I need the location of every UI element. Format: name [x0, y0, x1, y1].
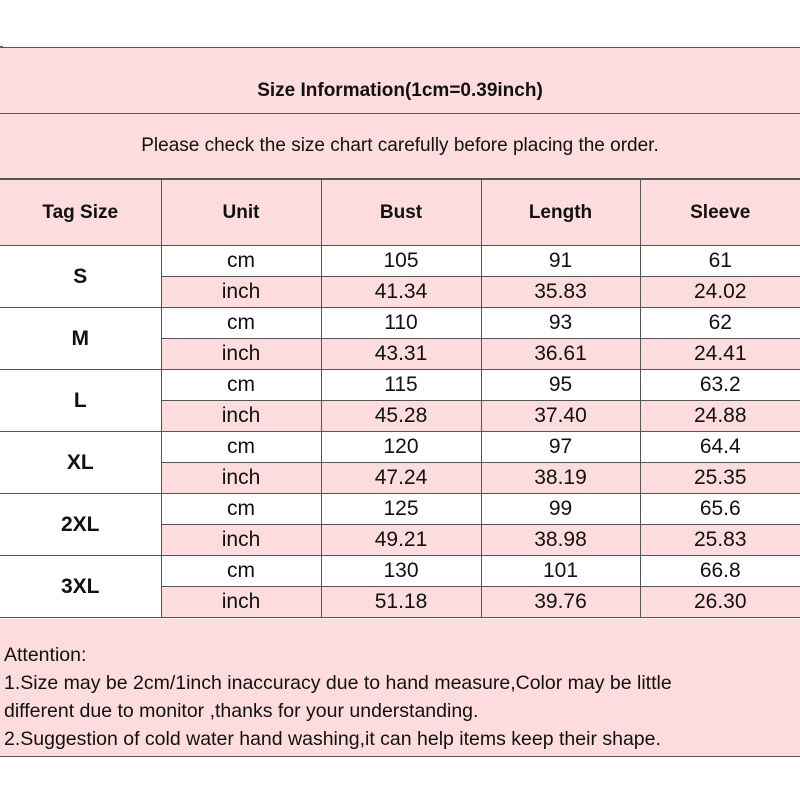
sleeve-cell: 25.83	[640, 525, 800, 556]
unit-cell: cm	[161, 308, 321, 339]
bust-cell: 43.31	[321, 339, 481, 370]
sleeve-cell: 24.88	[640, 401, 800, 432]
chart-subtitle: Please check the size chart carefully before placing the order.	[0, 114, 800, 179]
header-bust: Bust	[321, 180, 481, 246]
sleeve-cell: 62	[640, 308, 800, 339]
bust-cell: 51.18	[321, 587, 481, 618]
length-cell: 36.61	[481, 339, 640, 370]
sleeve-cell: 64.4	[640, 432, 800, 463]
tag-size-cell: M	[0, 308, 161, 370]
unit-cell: inch	[161, 401, 321, 432]
header-sleeve: Sleeve	[640, 180, 800, 246]
length-cell: 91	[481, 246, 640, 277]
sleeve-cell: 61	[640, 246, 800, 277]
length-cell: 35.83	[481, 277, 640, 308]
length-cell: 101	[481, 556, 640, 587]
table-row	[0, 246, 800, 277]
tag-size-cell: 3XL	[0, 556, 161, 618]
tag-size-cell: L	[0, 370, 161, 432]
attention-line-1: 1.Size may be 2cm/1inch inaccuracy due to hand measure,Color may be little	[4, 672, 672, 694]
unit-cell: cm	[161, 432, 321, 463]
tag-size-cell: XL	[0, 432, 161, 494]
unit-cell: cm	[161, 370, 321, 401]
bust-cell: 49.21	[321, 525, 481, 556]
attention-notes	[0, 619, 800, 756]
table-row	[0, 432, 800, 463]
table-row	[0, 494, 800, 525]
table-row	[0, 308, 800, 339]
bust-cell: 105	[321, 246, 481, 277]
chart-title: Size Information(1cm=0.39inch)	[0, 48, 800, 114]
bust-cell: 120	[321, 432, 481, 463]
bust-cell: 45.28	[321, 401, 481, 432]
sleeve-cell: 25.35	[640, 463, 800, 494]
unit-cell: inch	[161, 525, 321, 556]
sleeve-cell: 66.8	[640, 556, 800, 587]
length-cell: 99	[481, 494, 640, 525]
tag-size-cell: S	[0, 246, 161, 308]
unit-cell: inch	[161, 277, 321, 308]
size-table	[0, 179, 800, 618]
length-cell: 37.40	[481, 401, 640, 432]
bust-cell: 41.34	[321, 277, 481, 308]
sleeve-cell: 24.41	[640, 339, 800, 370]
sleeve-cell: 63.2	[640, 370, 800, 401]
bust-cell: 125	[321, 494, 481, 525]
unit-cell: inch	[161, 587, 321, 618]
unit-cell: inch	[161, 463, 321, 494]
unit-cell: inch	[161, 339, 321, 370]
sleeve-cell: 26.30	[640, 587, 800, 618]
unit-cell: cm	[161, 494, 321, 525]
header-length: Length	[481, 180, 640, 246]
length-cell: 93	[481, 308, 640, 339]
unit-cell: cm	[161, 246, 321, 277]
attention-line-2: different due to monitor ,thanks for your understanding.	[4, 700, 479, 722]
length-cell: 38.19	[481, 463, 640, 494]
table-row	[0, 370, 800, 401]
length-cell: 95	[481, 370, 640, 401]
length-cell: 39.76	[481, 587, 640, 618]
unit-cell: cm	[161, 556, 321, 587]
attention-line-3: 2.Suggestion of cold water hand washing,it can help items keep their shape.	[4, 728, 661, 750]
bust-cell: 47.24	[321, 463, 481, 494]
tag-size-cell: 2XL	[0, 494, 161, 556]
bust-cell: 110	[321, 308, 481, 339]
sleeve-cell: 24.02	[640, 277, 800, 308]
header-tag-size: Tag Size	[0, 180, 161, 246]
attention-heading: Attention:	[4, 644, 87, 666]
table-row	[0, 556, 800, 587]
length-cell: 38.98	[481, 525, 640, 556]
sleeve-cell: 65.6	[640, 494, 800, 525]
header-unit: Unit	[161, 180, 321, 246]
table-header-row	[0, 180, 800, 246]
length-cell: 97	[481, 432, 640, 463]
bust-cell: 130	[321, 556, 481, 587]
bust-cell: 115	[321, 370, 481, 401]
